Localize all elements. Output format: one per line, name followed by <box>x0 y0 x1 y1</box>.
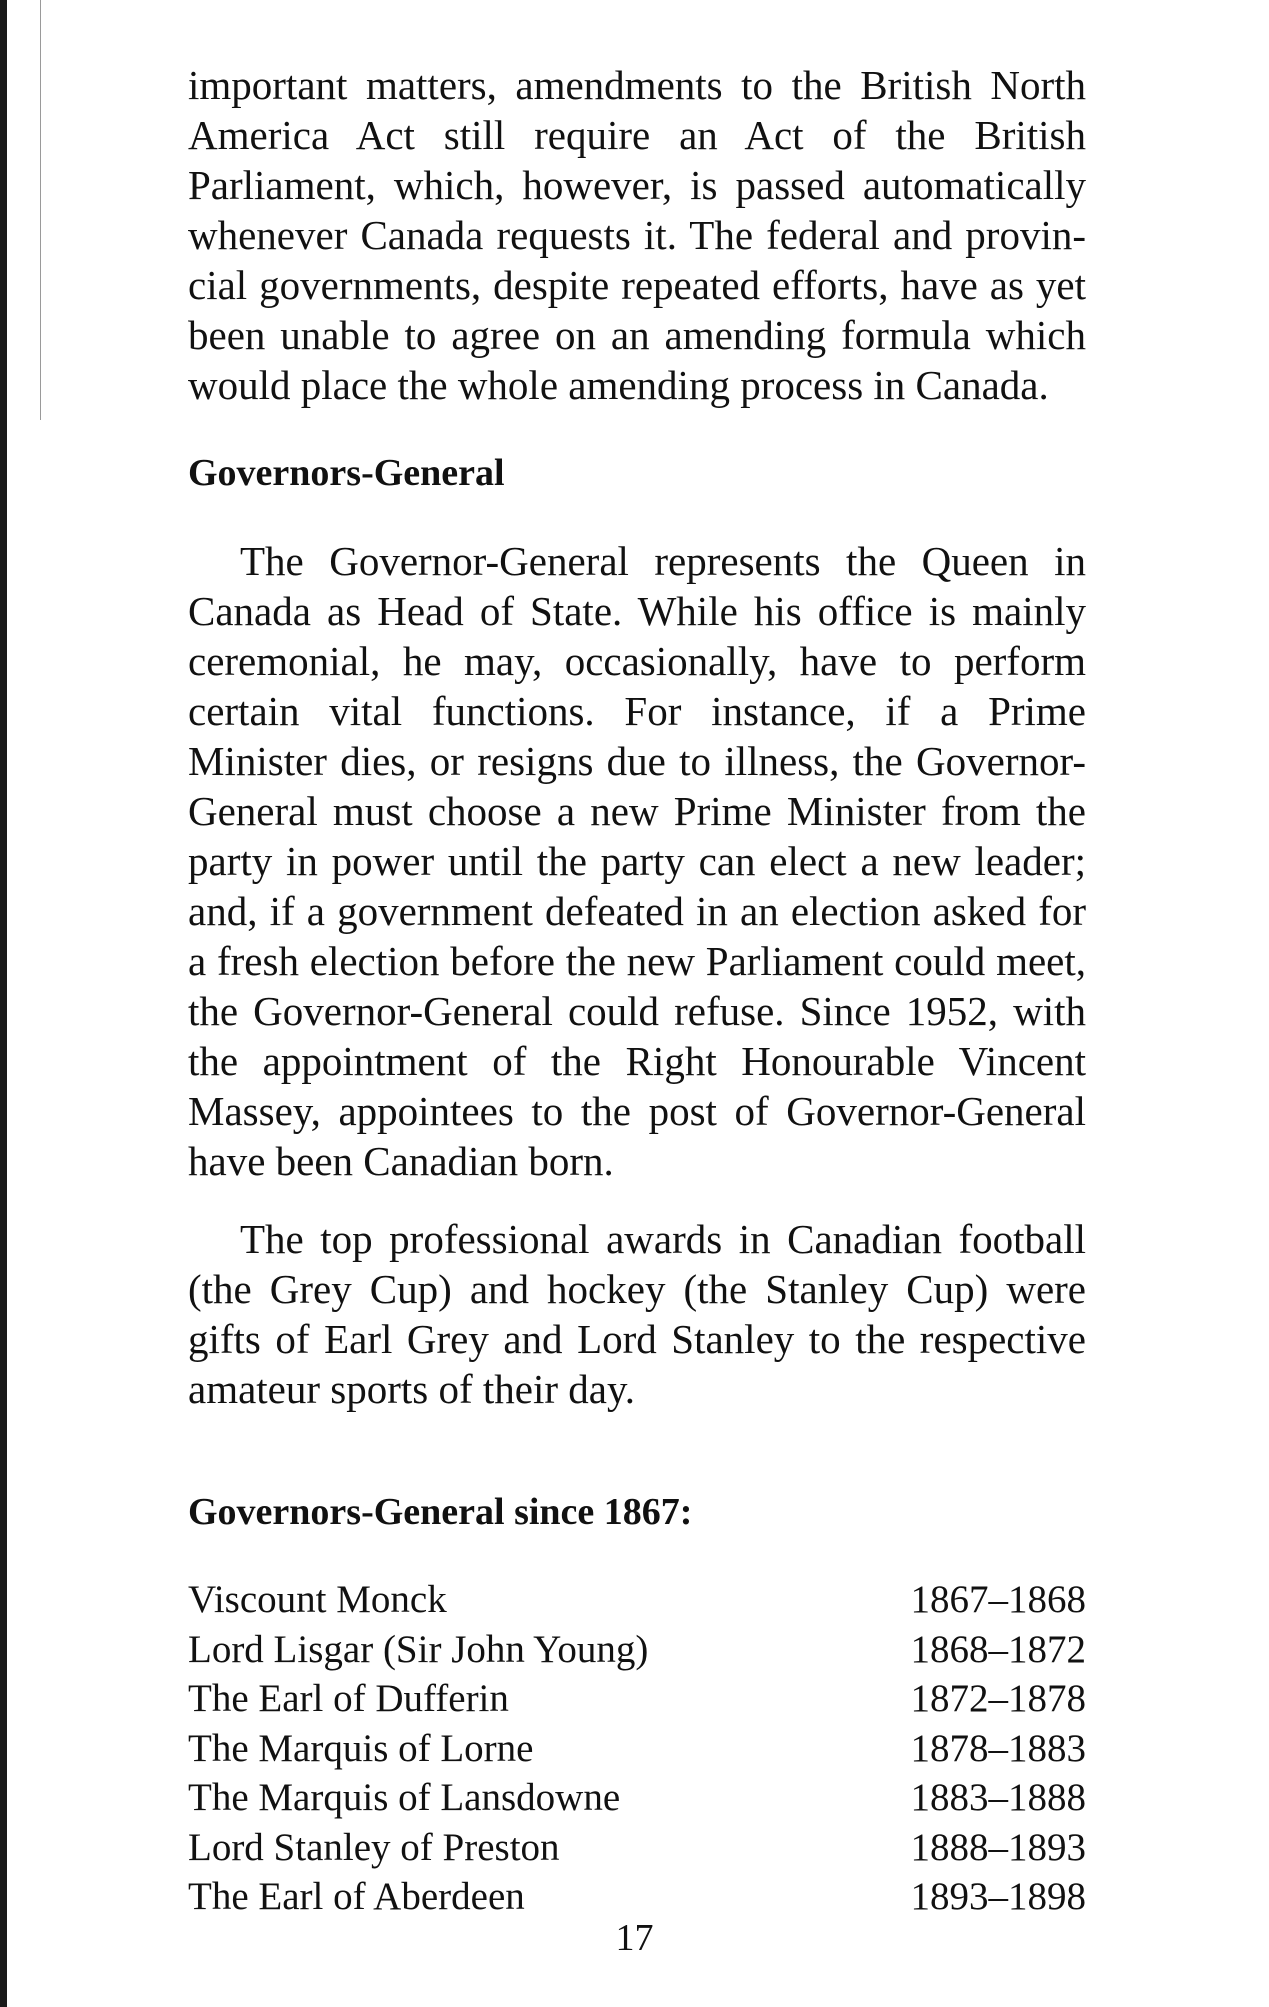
list-item <box>188 1674 1086 1724</box>
governor-term: 1888–1893 <box>910 1825 1086 1869</box>
list-heading-governors-since-1867: Governors-General since 1867: <box>188 1491 693 1533</box>
governor-term: 1893–1898 <box>910 1875 1086 1918</box>
governor-name: Lord Lisgar (Sir John Young) <box>188 1627 649 1671</box>
binding-edge <box>0 0 7 2007</box>
governor-name: The Marquis of Lorne <box>188 1726 534 1770</box>
governor-name: The Marquis of Lansdowne <box>188 1776 621 1819</box>
governor-term: 1872–1878 <box>910 1677 1086 1720</box>
governor-term: 1867–1868 <box>910 1578 1086 1621</box>
list-item <box>188 1575 1086 1625</box>
paragraph-awards: The top professional awards in Canadian football (the Grey Cup) and hockey (the Stanley Cup) were gifts of Earl Grey and Lord Stanley to the respective amateur sports of their day. <box>188 1216 1086 1412</box>
list-item <box>188 1625 1086 1675</box>
governor-name: The Earl of Dufferin <box>188 1677 509 1720</box>
governor-term: 1868–1872 <box>910 1627 1086 1671</box>
governors-list <box>188 1575 1086 1922</box>
paragraph-governor-general-role: The Governor-General represents the Queen in Canada as Head of State. While his office is mainly ceremonial, he may, occasionally, have to perform certain vital functions. For instance, if a Prime Minister dies, or resigns due to illness, the Governor-General must choose a new Prime Minister from the party in power until the party can elect a new leader; and, if a government defeated in an election asked for a fresh election before the new Parliament could meet, the Governor-General could refuse. Since 1952, with the appointment of the Right Honourable Vincent Massey, appointees to the post of Governor-General have been Canadian born. <box>188 538 1086 1184</box>
page-number: 17 <box>615 1917 654 1959</box>
list-item <box>188 1724 1086 1774</box>
governor-term: 1878–1883 <box>910 1726 1086 1770</box>
list-item <box>188 1773 1086 1823</box>
paragraph-amendments: important matters, amendments to the British North America Act still require an Act of the British Parliament, which, however, is passed automatically whenever Canada requests it. The federal and provincial governments, despite repeated efforts, have as yet been unable to agree on an amending formula which would place the whole amending process in Canada. <box>188 62 1086 408</box>
governor-name: Lord Stanley of Preston <box>188 1825 560 1869</box>
governor-name: Viscount Monck <box>188 1578 447 1621</box>
binding-line <box>40 0 41 420</box>
section-heading-governors-general: Governors-General <box>188 452 505 494</box>
governor-term: 1883–1888 <box>910 1776 1086 1819</box>
governor-name: The Earl of Aberdeen <box>188 1875 525 1918</box>
page-body <box>188 60 1086 1922</box>
list-item <box>188 1823 1086 1873</box>
